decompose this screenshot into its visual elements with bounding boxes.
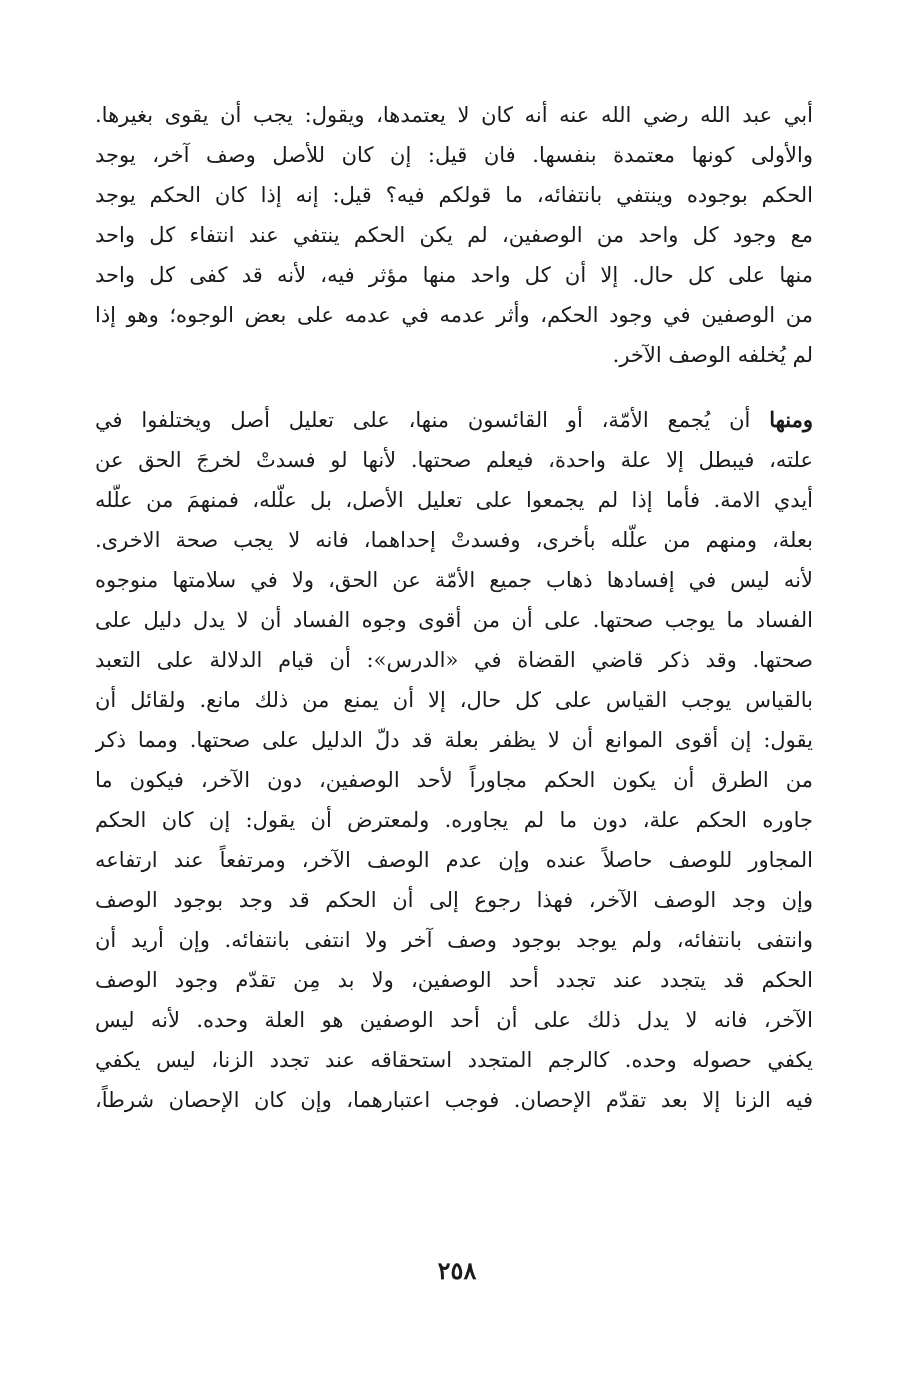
document-page bbox=[95, 95, 813, 1315]
text-line: جاوره الحكم علة، دون ما لم يجاوره. ولمعترض أن يقول: إن كان الحكم bbox=[95, 808, 813, 832]
text-line: بالقياس يوجب القياس على كل حال، إلا أن يمنع من ذلك مانع. ولقائل أن bbox=[95, 688, 813, 712]
text-line: أيدي الامة. فأما إذا لم يجمعوا على تعليل الأصل، بل علّله، فمنهمَ من علّله bbox=[95, 488, 813, 512]
text-line: أبي عبد الله رضي الله عنه أنه كان لا يعتمدها، ويقول: يجب أن يقوى بغيرها. bbox=[95, 103, 813, 127]
text-line: الفساد ما يوجب صحتها. على أن من أقوى وجوه الفساد أن لا يدل دليل على bbox=[95, 608, 813, 632]
text-line: بعلة، ومنهم من علّله بأخرى، وفسدتْ إحداهما، فانه لا يجب صحة الاخرى. bbox=[95, 528, 813, 552]
text-line: الآخر، فانه لا يدل ذلك على أن أحد الوصفين هو العلة وحده. لأنه ليس bbox=[95, 1008, 813, 1032]
text-line: المجاور للوصف حاصلاً عنده وإن عدم الوصف الآخر، ومرتفعاً عند ارتفاعه bbox=[95, 848, 813, 872]
text-line-first bbox=[95, 400, 813, 440]
paragraph-2 bbox=[95, 400, 813, 1120]
text-line: يكفي حصوله وحده. كالرجم المتجدد استحقاقه عند تجدد الزنا، ليس يكفي bbox=[95, 1048, 813, 1072]
text-line: لم يُخلفه الوصف الآخر. bbox=[612, 343, 813, 367]
text-line: علته، فيبطل إلا علة واحدة، فيعلم صحتها. لأنها لو فسدتْ لخرجَ الحق عن bbox=[95, 448, 813, 472]
text-line: يقول: إن أقوى الموانع أن لا يظفر بعلة قد دلّ الدليل على صحتها. ومما ذكر bbox=[95, 728, 813, 752]
text-line: الحكم بوجوده وينتفي بانتفائه، ما قولكم فيه؟ قيل: إنه إذا كان الحكم يوجد bbox=[95, 183, 813, 207]
text-line: من الوصفين في وجود الحكم، وأثر عدمه في عدمه على بعض الوجوه؛ وهو إذا bbox=[95, 303, 813, 327]
paragraph-gap bbox=[95, 375, 813, 400]
section-lead-word: ومنها bbox=[769, 407, 813, 432]
text-line: صحتها. وقد ذكر قاضي القضاة في «الدرس»: أن قيام الدلالة على التعبد bbox=[95, 648, 813, 672]
text-line: لأنه ليس في إفسادها ذهاب جميع الأمّة عن الحق، ولا في سلامتها منوجوه bbox=[95, 568, 813, 592]
paragraph-1 bbox=[95, 95, 813, 375]
page-number: ٢٥٨ bbox=[437, 1256, 477, 1285]
text-line: وانتفى بانتفائه، ولم يوجد بوجود وصف آخر ولا انتفى بانتفائه. وإن أريد أن bbox=[95, 928, 813, 952]
text-line: فيه الزنا إلا بعد تقدّم الإحصان. فوجب اعتبارهما، وإن كان الإحصان شرطاً، bbox=[95, 1088, 813, 1112]
text-line: من الطرق أن يكون الحكم مجاوراً لأحد الوصفين، دون الآخر، فيكون ما bbox=[95, 768, 813, 792]
text-line: مع وجود كل واحد من الوصفين، لم يكن الحكم ينتفي عند انتفاء كل واحد bbox=[95, 223, 813, 247]
text-line: الحكم قد يتجدد عند تجدد أحد الوصفين، ولا بد مِن تقدّم وجود الوصف bbox=[95, 968, 813, 992]
text-line: منها على كل حال. إلا أن كل واحد منها مؤثر فيه، لأنه قد كفى كل واحد bbox=[95, 263, 813, 287]
text-line-rest: أن يُجمع الأمّة، أو القائسون منها، على تعليل أصل ويختلفوا في bbox=[95, 408, 770, 432]
text-line: والأولى كونها معتمدة بنفسها. فان قيل: إن كان للأصل وصف آخر، يوجد bbox=[95, 143, 813, 167]
text-line: وإن وجد الوصف الآخر، فهذا رجوع إلى أن الحكم قد وجد بوجود الوصف bbox=[95, 888, 813, 912]
